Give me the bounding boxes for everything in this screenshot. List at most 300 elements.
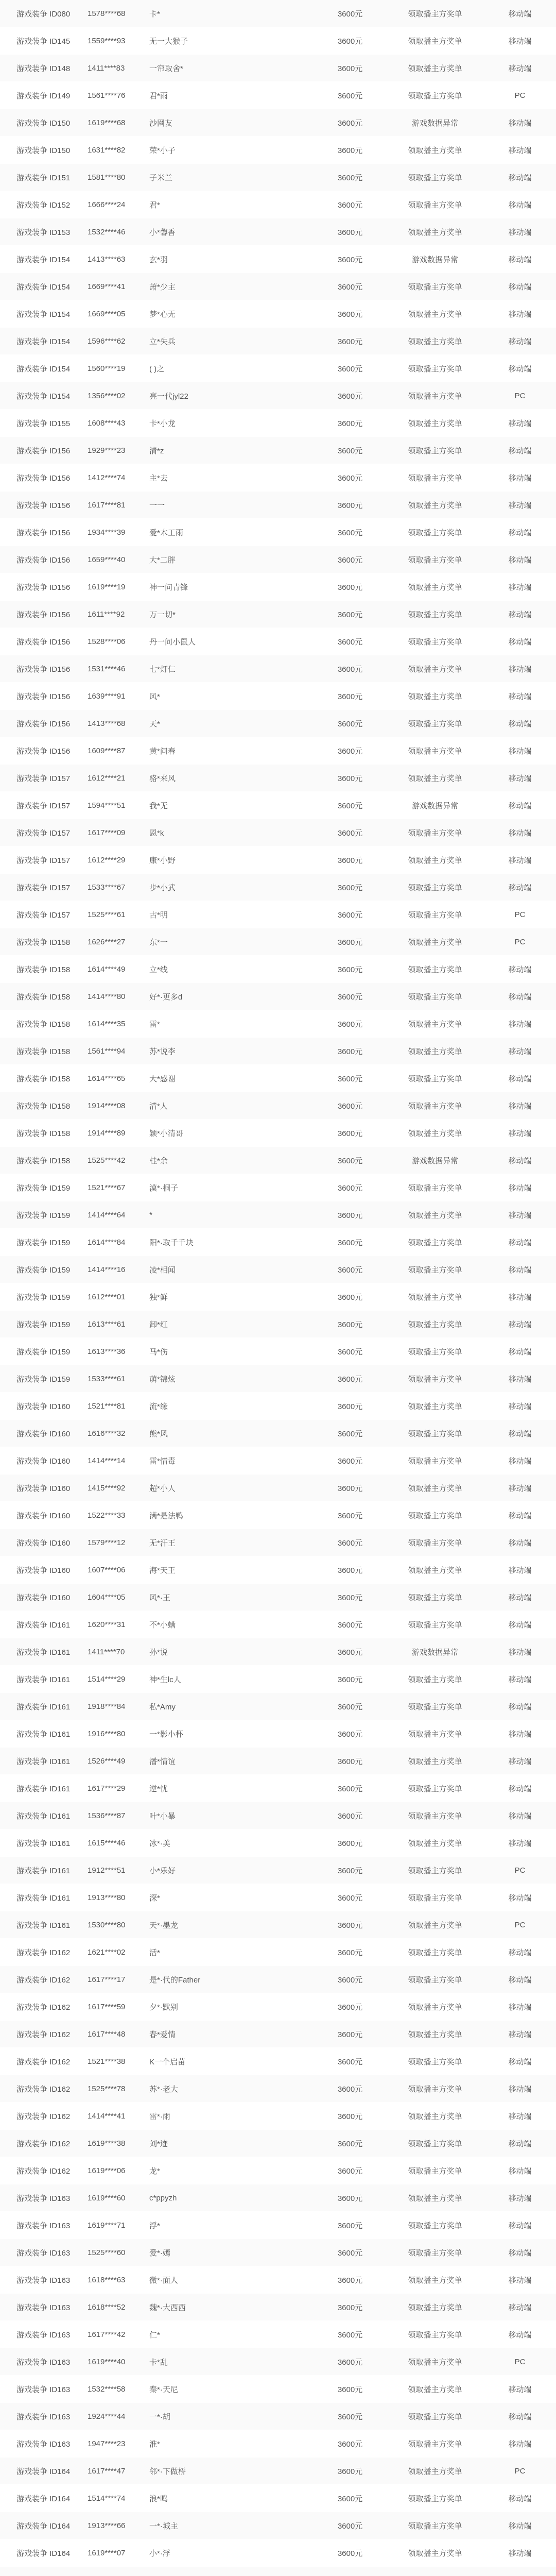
status-cell: 领取播主方奖单 <box>386 1475 484 1502</box>
platform-cell: PC <box>484 1857 556 1884</box>
prize-amount-cell: 3600元 <box>314 628 386 655</box>
event-id-cell: 游戏装争 ID162 <box>0 2103 88 2130</box>
table-row <box>0 1993 556 2021</box>
status-cell: 领取播主方奖单 <box>386 2266 484 2294</box>
table-row <box>0 628 556 655</box>
event-id-cell: 游戏装争 ID159 <box>0 1174 88 1201</box>
event-id-cell: 游戏装争 ID156 <box>0 737 88 765</box>
nickname-cell: 万一切* <box>149 601 314 628</box>
prize-amount-cell: 3600元 <box>314 2321 386 2348</box>
event-id-cell: 游戏装争 ID157 <box>0 792 88 819</box>
nickname-cell: 卸*红 <box>149 1311 314 1338</box>
nickname-cell: 龙* <box>149 2157 314 2184</box>
phone-cell: 1414****41 <box>88 2103 149 2130</box>
nickname-cell: 熊*风 <box>149 1420 314 1447</box>
nickname-cell: 好*·更多d <box>149 983 314 1010</box>
platform-cell: 移动端 <box>484 683 556 710</box>
phone-cell: 1607****06 <box>88 1556 149 1584</box>
phone-cell: 1533****67 <box>88 874 149 901</box>
event-id-cell: 游戏装争 ID161 <box>0 1829 88 1857</box>
event-id-cell: 游戏装争 ID162 <box>0 2157 88 2184</box>
nickname-cell: 马*伤 <box>149 1338 314 1365</box>
table-row <box>0 1911 556 1939</box>
table-row <box>0 2321 556 2348</box>
platform-cell: 移动端 <box>484 2266 556 2294</box>
platform-cell: 移动端 <box>484 1666 556 1693</box>
prize-amount-cell: 3600元 <box>314 874 386 901</box>
prize-amount-cell: 3600元 <box>314 1829 386 1857</box>
table-row <box>0 1829 556 1857</box>
table-row <box>0 1065 556 1092</box>
nickname-cell: 荣*小子 <box>149 137 314 164</box>
nickname-cell: 魏*·大西西 <box>149 2294 314 2321</box>
nickname-cell: 阳*·取千千块 <box>149 1229 314 1256</box>
phone-cell: 1659****40 <box>88 546 149 573</box>
event-id-cell: 游戏装争 ID161 <box>0 1775 88 1802</box>
status-cell: 领取播主方奖单 <box>386 1748 484 1775</box>
nickname-cell: 仁* <box>149 2321 314 2348</box>
nickname-cell: 卡*乱 <box>149 2348 314 2376</box>
prize-amount-cell <box>314 2567 386 2576</box>
status-cell: 领取播主方奖单 <box>386 874 484 901</box>
status-cell: 领取播主方奖单 <box>386 601 484 628</box>
event-id-cell: 游戏装争 ID158 <box>0 983 88 1010</box>
table-row <box>0 1720 556 1748</box>
phone-cell: 1414****80 <box>88 983 149 1010</box>
table-row <box>0 1502 556 1529</box>
status-cell: 领取播主方奖单 <box>386 437 484 464</box>
platform-cell: 移动端 <box>484 2430 556 2458</box>
event-id-cell: 游戏装争 ID158 <box>0 1010 88 1038</box>
status-cell: 领取播主方奖单 <box>386 956 484 983</box>
prize-amount-cell: 3600元 <box>314 1283 386 1311</box>
prize-amount-cell: 3600元 <box>314 1065 386 1092</box>
prize-amount-cell: 3600元 <box>314 2539 386 2567</box>
phone-cell: 1528****06 <box>88 628 149 655</box>
prize-amount-cell: 3600元 <box>314 710 386 737</box>
event-id-cell: 游戏装争 ID154 <box>0 328 88 355</box>
platform-cell: 移动端 <box>484 1201 556 1229</box>
status-cell: 领取播主方奖单 <box>386 1529 484 1556</box>
platform-cell: 移动端 <box>484 355 556 382</box>
phone-cell: 1916****80 <box>88 1720 149 1748</box>
table-row <box>0 2512 556 2539</box>
event-id-cell: 游戏装争 ID160 <box>0 1502 88 1529</box>
phone-cell: 1413****63 <box>88 246 149 273</box>
event-id-cell: 游戏装争 ID161 <box>0 1884 88 1911</box>
nickname-cell: 黄*问春 <box>149 737 314 765</box>
prize-amount-cell: 3600元 <box>314 1393 386 1420</box>
phone-cell: 1619****19 <box>88 573 149 601</box>
phone-cell: 1669****05 <box>88 300 149 328</box>
table-row <box>0 55 556 82</box>
status-cell: 领取播主方奖单 <box>386 1911 484 1939</box>
platform-cell: 移动端 <box>484 328 556 355</box>
phone-cell: 1525****42 <box>88 1147 149 1174</box>
status-cell: 领取播主方奖单 <box>386 1666 484 1693</box>
nickname-cell: 丹一问小鼠人 <box>149 628 314 655</box>
prize-amount-cell: 3600元 <box>314 2021 386 2048</box>
event-id-cell: 游戏装争 ID149 <box>0 82 88 109</box>
prize-amount-cell: 3600元 <box>314 1120 386 1147</box>
platform-cell: 移动端 <box>484 1256 556 1283</box>
event-id-cell: 游戏装争 ID161 <box>0 1911 88 1939</box>
event-id-cell: 游戏装争 ID161 <box>0 1693 88 1720</box>
platform-cell: 移动端 <box>484 1065 556 1092</box>
platform-cell: 移动端 <box>484 246 556 273</box>
prize-amount-cell: 3600元 <box>314 546 386 573</box>
table-row <box>0 1939 556 1966</box>
nickname-cell: 一*·胡 <box>149 2403 314 2430</box>
event-id-cell: 游戏装争 ID162 <box>0 1939 88 1966</box>
table-row <box>0 983 556 1010</box>
phone-cell: 1560****19 <box>88 355 149 382</box>
table-row <box>0 1447 556 1475</box>
phone-cell <box>88 2567 149 2576</box>
prize-amount-cell: 3600元 <box>314 2157 386 2184</box>
table-row <box>0 2130 556 2157</box>
table-row <box>0 2485 556 2512</box>
status-cell: 领取播主方奖单 <box>386 300 484 328</box>
status-cell: 领取播主方奖单 <box>386 628 484 655</box>
platform-cell: 移动端 <box>484 2403 556 2430</box>
status-cell: 领取播主方奖单 <box>386 928 484 956</box>
nickname-cell: 主*去 <box>149 464 314 492</box>
event-id-cell: 游戏装争 ID154 <box>0 355 88 382</box>
nickname-cell: 一一 <box>149 492 314 519</box>
event-id-cell: 游戏装争 ID155 <box>0 410 88 437</box>
table-row <box>0 1283 556 1311</box>
status-cell: 领取播主方奖单 <box>386 1775 484 1802</box>
table-row <box>0 901 556 928</box>
nickname-cell: 浮* <box>149 2212 314 2239</box>
status-cell: 领取播主方奖单 <box>386 2157 484 2184</box>
platform-cell: 移动端 <box>484 2212 556 2239</box>
status-cell: 领取播主方奖单 <box>386 1038 484 1065</box>
table-row <box>0 2048 556 2075</box>
phone-cell: 1561****94 <box>88 1038 149 1065</box>
platform-cell: 移动端 <box>484 1420 556 1447</box>
nickname-cell: 活* <box>149 1939 314 1966</box>
platform-cell: 移动端 <box>484 218 556 246</box>
table-row <box>0 0 556 27</box>
event-id-cell: 游戏装争 ID162 <box>0 1966 88 1993</box>
status-cell: 领取播主方奖单 <box>386 0 484 27</box>
table-row <box>0 2403 556 2430</box>
phone-cell: 1617****09 <box>88 819 149 846</box>
table-row <box>0 1038 556 1065</box>
prize-amount-cell: 3600元 <box>314 901 386 928</box>
prize-amount-cell: 3600元 <box>314 55 386 82</box>
phone-cell: 1619****40 <box>88 2348 149 2376</box>
event-id-cell: 游戏装争 ID163 <box>0 2376 88 2403</box>
platform-cell: 移动端 <box>484 1748 556 1775</box>
phone-cell: 1536****87 <box>88 1802 149 1829</box>
platform-cell: 移动端 <box>484 1447 556 1475</box>
table-row <box>0 27 556 55</box>
nickname-cell: * <box>149 1201 314 1229</box>
prize-amount-cell: 3600元 <box>314 1502 386 1529</box>
nickname-cell: 流*缘 <box>149 1393 314 1420</box>
nickname-cell: 神*生lc人 <box>149 1666 314 1693</box>
phone-cell: 1526****49 <box>88 1748 149 1775</box>
nickname-cell: 潘*情谊 <box>149 1748 314 1775</box>
platform-cell: 移动端 <box>484 2048 556 2075</box>
platform-cell: 移动端 <box>484 2075 556 2103</box>
prize-amount-cell: 3600元 <box>314 2376 386 2403</box>
status-cell: 领取播主方奖单 <box>386 1884 484 1911</box>
status-cell: 游戏数据异常 <box>386 246 484 273</box>
prize-amount-cell: 3600元 <box>314 983 386 1010</box>
prize-amount-cell: 3600元 <box>314 928 386 956</box>
prize-amount-cell: 3600元 <box>314 273 386 300</box>
status-cell: 领取播主方奖单 <box>386 1502 484 1529</box>
prize-amount-cell: 3600元 <box>314 1201 386 1229</box>
table-row <box>0 2567 556 2576</box>
table-row <box>0 437 556 464</box>
phone-cell: 1618****63 <box>88 2266 149 2294</box>
table-row <box>0 765 556 792</box>
platform-cell: 移动端 <box>484 1584 556 1611</box>
platform-cell: 移动端 <box>484 1693 556 1720</box>
nickname-cell: 卡*小龙 <box>149 410 314 437</box>
prize-amount-cell: 3600元 <box>314 737 386 765</box>
table-row <box>0 1311 556 1338</box>
prize-amount-cell: 3600元 <box>314 1693 386 1720</box>
prize-amount-cell: 3600元 <box>314 218 386 246</box>
event-id-cell: 游戏装争 ID080 <box>0 0 88 27</box>
nickname-cell: 七*灯仁 <box>149 655 314 683</box>
prize-amount-cell: 3600元 <box>314 1311 386 1338</box>
nickname-cell: 天* <box>149 710 314 737</box>
phone-cell: 1639****91 <box>88 683 149 710</box>
phone-cell: 1609****87 <box>88 737 149 765</box>
table-row <box>0 1556 556 1584</box>
platform-cell: 移动端 <box>484 2239 556 2266</box>
phone-cell: 1614****35 <box>88 1010 149 1038</box>
nickname-cell: 雷*情毒 <box>149 1447 314 1475</box>
event-id-cell: 游戏装争 ID161 <box>0 1748 88 1775</box>
nickname-cell: 清*人 <box>149 1092 314 1120</box>
phone-cell: 1578****68 <box>88 0 149 27</box>
table-row <box>0 846 556 874</box>
nickname-cell: 爱*·嫣 <box>149 2239 314 2266</box>
event-id-cell: 游戏装争 ID158 <box>0 1120 88 1147</box>
table-row <box>0 410 556 437</box>
nickname-cell: 苏*说李 <box>149 1038 314 1065</box>
status-cell: 领取播主方奖单 <box>386 273 484 300</box>
status-cell: 领取播主方奖单 <box>386 2184 484 2212</box>
platform-cell: 移动端 <box>484 546 556 573</box>
prize-amount-cell: 3600元 <box>314 819 386 846</box>
platform-cell: 移动端 <box>484 1229 556 1256</box>
event-id-cell: 游戏装争 ID157 <box>0 901 88 928</box>
platform-cell: 移动端 <box>484 2512 556 2539</box>
status-cell: 游戏数据异常 <box>386 1147 484 1174</box>
platform-cell: 移动端 <box>484 519 556 546</box>
prize-amount-cell: 3600元 <box>314 2212 386 2239</box>
platform-cell: 移动端 <box>484 109 556 137</box>
prize-amount-cell: 3600元 <box>314 1556 386 1584</box>
phone-cell: 1612****01 <box>88 1283 149 1311</box>
platform-cell: PC <box>484 382 556 410</box>
platform-cell: 移动端 <box>484 983 556 1010</box>
event-id-cell: 游戏装争 ID154 <box>0 382 88 410</box>
table-row <box>0 492 556 519</box>
event-id-cell: 游戏装争 ID161 <box>0 1857 88 1884</box>
table-row <box>0 1584 556 1611</box>
nickname-cell: 春*爱情 <box>149 2021 314 2048</box>
nickname-cell: 君* <box>149 191 314 218</box>
platform-cell: 移动端 <box>484 2485 556 2512</box>
status-cell: 领取播主方奖单 <box>386 191 484 218</box>
prize-amount-cell: 3600元 <box>314 1092 386 1120</box>
status-cell: 领取播主方奖单 <box>386 710 484 737</box>
table-row <box>0 2376 556 2403</box>
prize-amount-cell: 3600元 <box>314 246 386 273</box>
status-cell: 领取播主方奖单 <box>386 1311 484 1338</box>
table-row <box>0 710 556 737</box>
status-cell: 领取播主方奖单 <box>386 355 484 382</box>
table-row <box>0 2021 556 2048</box>
phone-cell: 1929****23 <box>88 437 149 464</box>
platform-cell: PC <box>484 2348 556 2376</box>
platform-cell: 移动端 <box>484 1939 556 1966</box>
status-cell: 领取播主方奖单 <box>386 819 484 846</box>
status-cell: 游戏数据异常 <box>386 792 484 819</box>
table-row <box>0 601 556 628</box>
phone-cell: 1414****16 <box>88 1256 149 1283</box>
prize-amount-cell: 3600元 <box>314 2294 386 2321</box>
table-row <box>0 1775 556 1802</box>
nickname-cell: 雷* <box>149 1010 314 1038</box>
platform-cell: 移动端 <box>484 655 556 683</box>
table-row <box>0 1666 556 1693</box>
platform-cell: 移动端 <box>484 137 556 164</box>
prize-amount-cell: 3600元 <box>314 1993 386 2021</box>
prize-amount-cell: 3600元 <box>314 27 386 55</box>
table-row <box>0 82 556 109</box>
table-row <box>0 1174 556 1201</box>
phone-cell: 1615****46 <box>88 1829 149 1857</box>
prize-amount-cell: 3600元 <box>314 2512 386 2539</box>
status-cell: 领取播主方奖单 <box>386 382 484 410</box>
table-row <box>0 683 556 710</box>
prize-amount-cell: 3600元 <box>314 655 386 683</box>
table-row <box>0 519 556 546</box>
prize-amount-cell: 3600元 <box>314 1748 386 1775</box>
phone-cell: 1614****49 <box>88 956 149 983</box>
nickname-cell: ( )之 <box>149 355 314 382</box>
table-row <box>0 1092 556 1120</box>
status-cell: 领取播主方奖单 <box>386 901 484 928</box>
nickname-cell: 无*汗王 <box>149 1529 314 1556</box>
event-id-cell: 游戏装争 ID159 <box>0 1283 88 1311</box>
event-id-cell: 游戏装争 ID160 <box>0 1475 88 1502</box>
platform-cell: 移动端 <box>484 1638 556 1666</box>
nickname-cell: 苏*·老大 <box>149 2075 314 2103</box>
status-cell: 领取播主方奖单 <box>386 573 484 601</box>
prize-amount-cell: 3600元 <box>314 1447 386 1475</box>
phone-cell: 1531****46 <box>88 655 149 683</box>
platform-cell: 移动端 <box>484 1393 556 1420</box>
nickname-cell: 风*·王 <box>149 1584 314 1611</box>
phone-cell: 1581****80 <box>88 164 149 191</box>
nickname-cell: 浪*鸣 <box>149 2485 314 2512</box>
platform-cell: 移动端 <box>484 710 556 737</box>
event-id-cell: 游戏装争 ID160 <box>0 1420 88 1447</box>
nickname-cell: K一个启苗 <box>149 2048 314 2075</box>
nickname-cell: 一帘取舍* <box>149 55 314 82</box>
status-cell: 领取播主方奖单 <box>386 2212 484 2239</box>
event-id-cell: 游戏装争 ID160 <box>0 1529 88 1556</box>
nickname-cell: 秦*·天尼 <box>149 2376 314 2403</box>
phone-cell: 1631****82 <box>88 137 149 164</box>
table-row <box>0 1693 556 1720</box>
prize-amount-cell: 3600元 <box>314 1802 386 1829</box>
status-cell: 领取播主方奖单 <box>386 765 484 792</box>
table-row <box>0 2103 556 2130</box>
event-id-cell: 游戏装争 ID156 <box>0 628 88 655</box>
status-cell: 领取播主方奖单 <box>386 2485 484 2512</box>
platform-cell: 移动端 <box>484 0 556 27</box>
nickname-cell: 凌*相闻 <box>149 1256 314 1283</box>
event-id-cell: 游戏装争 ID164 <box>0 2539 88 2567</box>
nickname-cell: 君*雨 <box>149 82 314 109</box>
nickname-cell: 小*乐好 <box>149 1857 314 1884</box>
prize-amount-cell: 3600元 <box>314 519 386 546</box>
phone-cell: 1532****46 <box>88 218 149 246</box>
event-id-cell: 游戏装争 ID159 <box>0 1201 88 1229</box>
status-cell: 领取播主方奖单 <box>386 1365 484 1393</box>
prize-amount-cell: 3600元 <box>314 765 386 792</box>
nickname-cell: 叶*小暴 <box>149 1802 314 1829</box>
status-cell: 领取播主方奖单 <box>386 1420 484 1447</box>
nickname-cell: 立*线 <box>149 956 314 983</box>
status-cell: 游戏数据异常 <box>386 109 484 137</box>
event-id-cell: 游戏装争 ID164 <box>0 2512 88 2539</box>
prize-amount-cell: 3600元 <box>314 109 386 137</box>
phone-cell: 1617****29 <box>88 1775 149 1802</box>
phone-cell: 1914****89 <box>88 1120 149 1147</box>
table-row <box>0 191 556 218</box>
event-id-cell: 游戏装争 ID156 <box>0 601 88 628</box>
table-row <box>0 819 556 846</box>
status-cell: 领取播主方奖单 <box>386 1010 484 1038</box>
platform-cell: 移动端 <box>484 1365 556 1393</box>
phone-cell: 1614****84 <box>88 1229 149 1256</box>
nickname-cell: 小*馨香 <box>149 218 314 246</box>
table-row <box>0 464 556 492</box>
status-cell: 领取播主方奖单 <box>386 2075 484 2103</box>
table-row <box>0 2157 556 2184</box>
platform-cell: 移动端 <box>484 1120 556 1147</box>
prize-amount-cell: 3600元 <box>314 846 386 874</box>
phone-cell: 1411****70 <box>88 1638 149 1666</box>
nickname-cell: 东*一 <box>149 928 314 956</box>
phone-cell: 1514****74 <box>88 2485 149 2512</box>
prize-amount-cell: 3600元 <box>314 1584 386 1611</box>
platform-cell: 移动端 <box>484 1475 556 1502</box>
platform-cell: PC <box>484 928 556 956</box>
status-cell: 领取播主方奖单 <box>386 1556 484 1584</box>
nickname-cell: 超*小人 <box>149 1475 314 1502</box>
platform-cell: 移动端 <box>484 1611 556 1638</box>
event-id-cell: 游戏装争 ID158 <box>0 1065 88 1092</box>
phone-cell: 1522****33 <box>88 1502 149 1529</box>
nickname-cell: 刘*迹 <box>149 2130 314 2157</box>
table-row <box>0 2430 556 2458</box>
